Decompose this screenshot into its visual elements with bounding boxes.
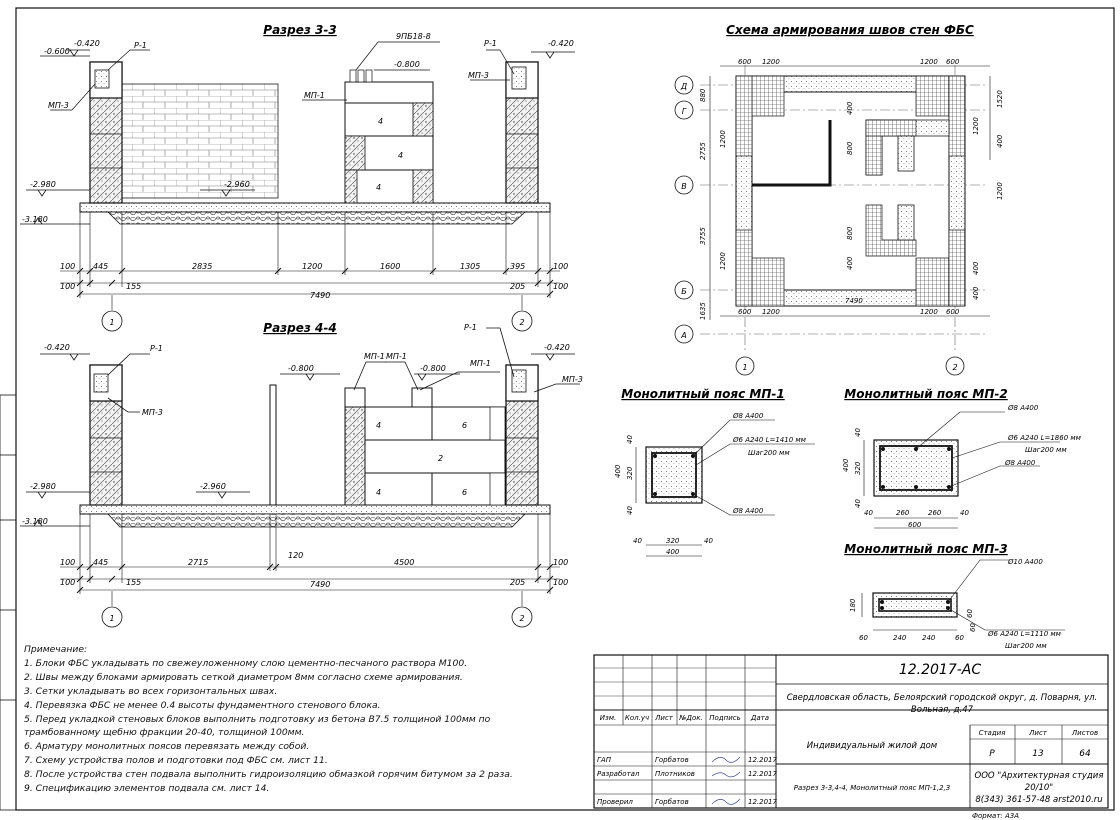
mp3-dim-1: 180 — [849, 598, 857, 612]
row-axis-a: А — [681, 331, 687, 340]
binding-strip — [0, 395, 16, 810]
object-name: Индивидуальный жилой дом — [806, 741, 938, 751]
gravel-bed-44 — [108, 514, 525, 527]
mp3-dim-3: 60 — [969, 623, 977, 632]
mark-p1-left: Р-1 — [134, 41, 147, 50]
dim-44-total: 7490 — [310, 580, 331, 589]
sheet-header: Лист — [1029, 729, 1047, 737]
level-44-bottom: -3.180 — [22, 517, 48, 526]
belt-mp3-left — [95, 70, 109, 88]
role-3-name: Горбатов — [655, 798, 689, 806]
concrete-prep-44 — [80, 505, 550, 514]
brick-infill — [122, 84, 278, 198]
mp3-dim-4: 60 — [859, 634, 868, 642]
level-top-left: -0.420 — [74, 39, 100, 48]
fbs-wall-elevation — [365, 407, 505, 505]
mp1-dim-2: 400 — [614, 464, 622, 478]
mp1-dim-5: 40 — [633, 537, 642, 545]
mp1-dim-3: 320 — [626, 466, 634, 480]
axis-44-2-label: 2 — [519, 614, 525, 623]
mark-p1-right: Р-1 — [484, 39, 497, 48]
dim-44-b3: 205 — [510, 578, 526, 587]
col-axis-2: 2 — [952, 363, 958, 372]
mark-mp1: МП-1 — [304, 91, 325, 100]
scheme-inner-9: 1200 — [996, 182, 1004, 200]
section-4-4 — [20, 321, 583, 627]
scheme-inner-7: 1200 — [719, 130, 727, 148]
dim-33-4: 1200 — [302, 262, 323, 271]
role-2: Разработал — [597, 770, 640, 778]
note-5: 5. Перед укладкой стеновых блоков выполнить подготовку из бетона B7.5 толщиной 100мм по — [24, 713, 491, 725]
role-2-name: Плотников — [655, 770, 695, 778]
dim-44-b1: 100 — [60, 578, 76, 587]
stage-value: Р — [989, 749, 995, 759]
mp2-label-bot: Ø8 A400 — [1005, 459, 1036, 467]
format-label: Формат: А3А — [972, 812, 1020, 820]
org-contact: 8(343) 361-57-48 arst2010.ru — [975, 795, 1103, 805]
scheme-dim-bot-2: 1200 — [762, 308, 780, 316]
stamp-h-date: Дата — [750, 714, 770, 722]
level-top-left-2: -0.600 — [44, 47, 70, 56]
note-1: 1. Блоки ФБС укладывать по свежеуложенному слою цементно-песчаного раствора М100. — [24, 657, 468, 669]
dim-33-b4: 100 — [553, 282, 569, 291]
mark-lintel: 9ПБ18-8 — [396, 32, 431, 41]
mp2-title: Монолитный пояс МП-2 — [844, 387, 1008, 401]
belt-mp3-right — [512, 67, 526, 89]
scheme-dim-left-3: 3755 — [699, 227, 707, 245]
notes-block — [24, 643, 594, 796]
level-44-floor-mid: -2.960 — [200, 482, 226, 491]
reinforcement-scheme — [675, 23, 1004, 375]
axis-44-1-label: 1 — [109, 614, 115, 623]
note-9: 9. Спецификацию элементов подвала см. лист 14. — [24, 783, 270, 795]
block-44-4: 4 — [376, 488, 382, 497]
dim-33-b1: 100 — [60, 282, 76, 291]
mp3-dim-7: 60 — [955, 634, 964, 642]
mp1-label-step: Шаг200 мм — [748, 449, 790, 457]
mp1-label-bot: Ø8 A400 — [733, 507, 764, 515]
scheme-dim-bot-3: 1200 — [920, 308, 938, 316]
row-axis-d: Д — [680, 82, 688, 91]
level-44-top-left: -0.420 — [44, 343, 70, 352]
axis-1-label: 1 — [109, 318, 115, 327]
scheme-dim-total: 7490 — [845, 297, 863, 305]
role-3-date: 12.2017 — [748, 798, 777, 806]
role-3: Проверил — [597, 798, 633, 806]
mp2-dim-3: 320 — [854, 461, 862, 475]
role-1-date: 12.2017 — [748, 756, 777, 764]
scheme-inner-5: 400 — [972, 261, 980, 275]
gravel-bed — [108, 212, 525, 224]
mp3-dim-6: 240 — [922, 634, 936, 642]
mp3-label-step: Шаг200 мм — [1005, 642, 1047, 650]
mp1-label-top: Ø8 A400 — [733, 412, 764, 420]
mp1-label-stirrup: Ø6 A240 L=1410 мм — [733, 436, 806, 444]
mp3-label-stirrup: Ø6 A240 L=1110 мм — [988, 630, 1061, 638]
mp1-dim-7: 40 — [704, 537, 713, 545]
dim-33-total: 7490 — [310, 291, 331, 300]
scheme-dim-top-3: 1200 — [920, 58, 938, 66]
scheme-dim-left-4: 1635 — [699, 302, 707, 320]
level-floor-mid: -2.960 — [224, 180, 250, 189]
stamp-h-izm: Изм. — [599, 714, 617, 722]
mp3-dim-2: 60 — [966, 609, 974, 618]
row-axis-g: Г — [681, 107, 687, 116]
scheme-inner-6: 1200 — [719, 252, 727, 270]
dim-33-6: 1305 — [460, 262, 481, 271]
mp2-dim-5: 40 — [864, 509, 873, 517]
note-3: 3. Сетки укладывать во всех горизонтальных швах. — [24, 685, 278, 697]
scheme-dim-bot-4: 600 — [946, 308, 960, 316]
belt-mp3-section — [844, 542, 1065, 650]
sheets-value: 64 — [1079, 749, 1091, 759]
role-1-name: Горбатов — [655, 756, 689, 764]
mark-44-mp3-right: МП-3 — [562, 375, 583, 384]
dim-44-6: 100 — [553, 558, 569, 567]
section-4-4-title: Разрез 4-4 — [263, 321, 337, 335]
level-44-mid-2: -0.800 — [420, 364, 446, 373]
scheme-dim-left-1: 880 — [699, 88, 707, 102]
lintel-beam — [345, 82, 433, 103]
dim-44-4: 120 — [288, 551, 304, 560]
stamp-h-list: Лист — [655, 714, 673, 722]
mp2-label-stirrup: Ø6 A240 L=1860 мм — [1008, 434, 1081, 442]
block-44-5: 6 — [462, 488, 468, 497]
mp1-dim-1: 40 — [626, 435, 634, 444]
dim-33-3: 2835 — [192, 262, 213, 271]
mark-44-mp1-b: МП-1 — [386, 352, 407, 361]
org-name-2: 20/10" — [1024, 783, 1054, 793]
stamp-h-sign: Подпись — [709, 714, 741, 722]
scheme-inner-8: 1200 — [972, 117, 980, 135]
stamp-h-doc: №Док. — [679, 714, 703, 722]
block-44-3: 2 — [438, 454, 444, 463]
scheme-dim-top-2: 1200 — [762, 58, 780, 66]
mark-44-p1-left: Р-1 — [150, 344, 163, 353]
row-axis-b: Б — [681, 287, 687, 296]
dim-44-2: 445 — [93, 558, 109, 567]
level-floor-left: -2.980 — [30, 180, 56, 189]
level-top-right: -0.420 — [548, 39, 574, 48]
mp1-dim-8: 400 — [666, 548, 680, 556]
mark-44-mp1-c: МП-1 — [470, 359, 491, 368]
dim-44-b4: 100 — [553, 578, 569, 587]
block-mark-2: 4 — [398, 151, 404, 160]
mp2-dim-7: 260 — [928, 509, 942, 517]
scheme-dim-top-1: 600 — [738, 58, 752, 66]
dim-33-1: 100 — [60, 262, 76, 271]
scheme-dim-right-1: 1520 — [996, 90, 1004, 108]
belt-mp1-section — [614, 387, 815, 556]
note-4: 4. Перевязка ФБС не менее 0.4 высоты фундаментного стенового блока. — [24, 699, 381, 711]
dim-33-7: 395 — [510, 262, 526, 271]
mp3-concrete — [873, 593, 957, 617]
notes-heading: Примечание: — [24, 644, 88, 655]
mp1-title: Монолитный пояс МП-1 — [621, 387, 785, 401]
mp2-label-step: Шаг200 мм — [1025, 446, 1067, 454]
mark-mp3-left: МП-3 — [48, 101, 69, 110]
mark-mp3-right: МП-3 — [468, 71, 489, 80]
scheme-title: Схема армирования швов стен ФБС — [726, 23, 974, 37]
mp2-dim-8: 40 — [960, 509, 969, 517]
block-44-1: 4 — [376, 421, 382, 430]
project-address: Свердловская область, Белоярский городской округ, д. Поварня, ул. — [786, 693, 1098, 703]
note-5b: трамбованному щебню фракции 20-40, толщиной 100мм. — [24, 727, 305, 739]
scheme-inner-4: 800 — [846, 226, 854, 240]
level-44-top-right: -0.420 — [544, 343, 570, 352]
scheme-inner-10: 400 — [972, 286, 980, 300]
partition-wall — [270, 385, 276, 505]
role-2-date: 12.2017 — [748, 770, 777, 778]
mp2-label-top: Ø8 A400 — [1008, 404, 1039, 412]
mp2-dim-1: 40 — [854, 428, 862, 437]
belt-mp2-section — [842, 387, 1082, 529]
role-1: ГАП — [597, 756, 611, 764]
stage-header: Стадия — [978, 729, 1006, 737]
section-3-3 — [20, 23, 575, 331]
scheme-dim-top-4: 600 — [946, 58, 960, 66]
dim-44-5: 4500 — [394, 558, 415, 567]
level-mid: -0.800 — [394, 60, 420, 69]
dim-44-b2: 155 — [126, 578, 142, 587]
level-bottom: -3.180 — [22, 215, 48, 224]
scheme-inner-2: 800 — [846, 141, 854, 155]
scheme-dim-left-2: 2755 — [699, 142, 707, 160]
axis-2-label: 2 — [519, 318, 525, 327]
note-2: 2. Швы между блоками армировать сеткой диаметром 8мм согласно схеме армирования. — [24, 671, 463, 683]
scheme-inner-1: 400 — [846, 101, 854, 115]
mp2-dim-2: 400 — [842, 458, 850, 472]
level-44-floor-left: -2.980 — [30, 482, 56, 491]
block-mark-3: 4 — [376, 183, 382, 192]
mp3-label-top: Ø10 A400 — [1008, 558, 1043, 566]
dim-44-1: 100 — [60, 558, 76, 567]
scheme-dim-right-2: 400 — [996, 134, 1004, 148]
mp1-dim-4: 40 — [626, 506, 634, 515]
mark-44-mp3-left: МП-3 — [142, 408, 163, 417]
col-axis-1: 1 — [742, 363, 748, 372]
note-6: 6. Арматуру монолитных поясов перевязать между собой. — [24, 741, 310, 753]
dim-33-b3: 205 — [510, 282, 526, 291]
sheet-content: Разрез 3-3,4-4, Монолитный пояс МП-1,2,3 — [793, 784, 951, 792]
note-7: 7. Схему устройства полов и подготовки под ФБС см. лист 11. — [24, 755, 328, 767]
signatures — [712, 757, 740, 804]
mark-44-mp1-a: МП-1 — [364, 352, 385, 361]
block-mark-1: 4 — [378, 117, 384, 126]
mp1-dim-6: 320 — [666, 537, 680, 545]
block-44-2: 6 — [462, 421, 468, 430]
sheets-header: Листов — [1071, 729, 1099, 737]
scheme-dim-bot-1: 600 — [738, 308, 752, 316]
scheme-inner-3: 400 — [846, 256, 854, 270]
note-8: 8. После устройства стен подвала выполнить гидроизоляцию обмазкой горячим битумом за 2 раза. — [24, 769, 513, 781]
mp3-title: Монолитный пояс МП-3 — [844, 542, 1008, 556]
dim-33-2: 445 — [93, 262, 109, 271]
mp3-dim-5: 240 — [893, 634, 907, 642]
dim-44-3: 2715 — [188, 558, 209, 567]
stamp-h-kol: Кол.уч — [624, 714, 650, 722]
mp2-dim-9: 600 — [908, 521, 922, 529]
sheet-value: 13 — [1032, 749, 1044, 759]
org-name-1: ООО "Архитектурная студия — [974, 771, 1104, 781]
dim-33-b2: 155 — [126, 282, 142, 291]
mp2-dim-6: 260 — [896, 509, 910, 517]
row-axis-v: В — [681, 182, 687, 191]
mark-44-p1-right: Р-1 — [464, 323, 477, 332]
mp2-dim-4: 40 — [854, 499, 862, 508]
project-code: 12.2017-АС — [898, 662, 982, 678]
level-44-mid-1: -0.800 — [288, 364, 314, 373]
title-block-text — [597, 662, 1103, 820]
dim-33-5: 1600 — [380, 262, 401, 271]
dim-33-8: 100 — [553, 262, 569, 271]
section-3-3-title: Разрез 3-3 — [263, 23, 337, 37]
project-address-2: Вольная, д.47 — [910, 705, 974, 715]
concrete-prep — [80, 203, 550, 212]
